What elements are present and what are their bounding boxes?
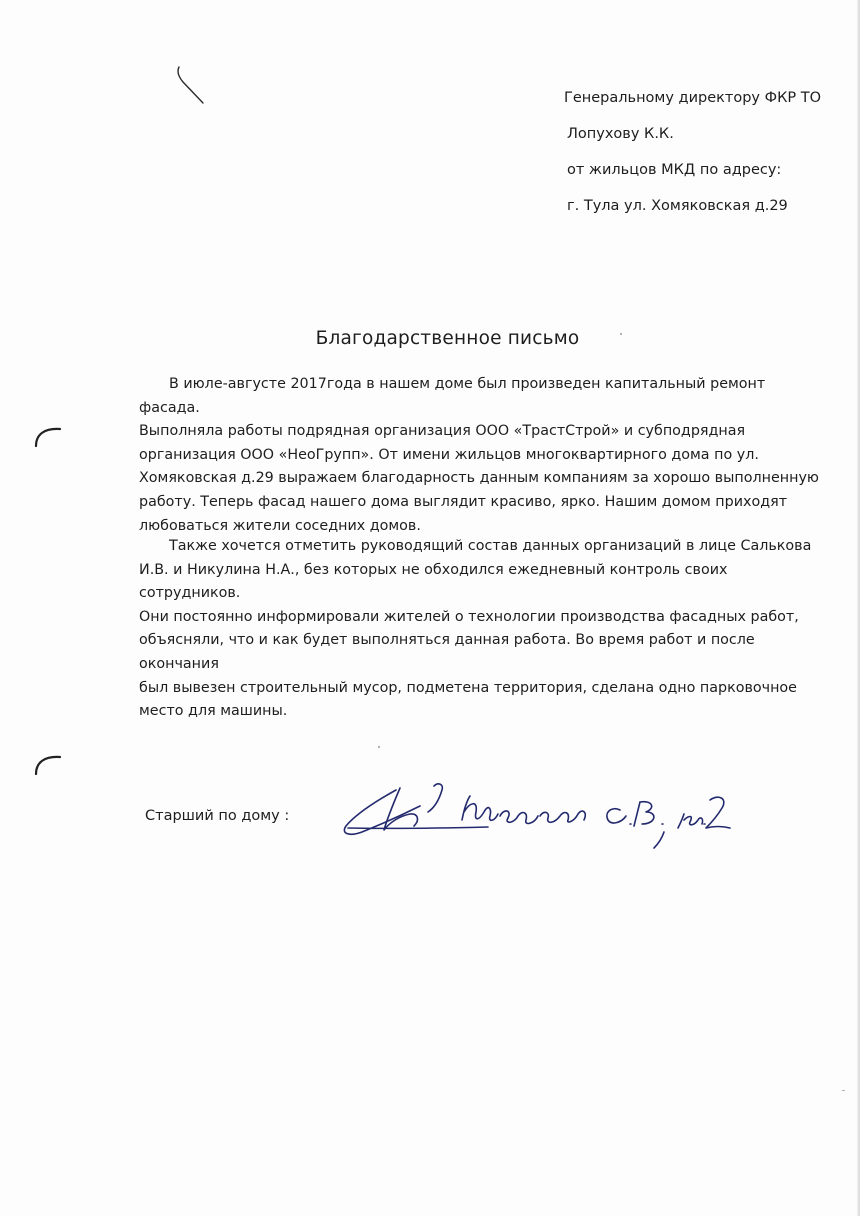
paragraph-text: Также хочется отметить руководящий состав данных организаций в лице Салькова И.В. и Никулина Н.А., без которых не обходился ежедневный контроль своих сотрудников. Они постоянно информировали жителей о технологии производства фасадных работ, объясняли, что и как будет выполняться данная работа. Во время работ и после окончания был вывезен строительный мусор, подметена территория, сделана одно парковочное место для машины. — [139, 538, 812, 720]
addressee-block — [565, 80, 855, 224]
addressee-name: Лопухову К.К. — [567, 126, 674, 142]
signature-label: Старший по дому : — [145, 808, 290, 824]
paragraph-text: В июле-августе 2017года в нашем доме был произведен капитальный ремонт фасада. Выполняла работы подрядная организация ООО «ТрастСтрой» и субподрядная организация ООО «НеоГрупп». От имени жильцов многоквартирного дома по ул. Хомяковская д.29 выражаем благодарность данным компаниям за хорошо выполненную работу. Теперь фасад нашего дома выглядит красиво, ярко. Нашим домом приходят любоваться жители соседних домов. — [139, 376, 819, 534]
addressee-position: Генеральному директору ФКР ТО — [564, 90, 821, 106]
document-title: Благодарственное письмо — [315, 328, 580, 349]
sender-line: от жильцов МКД по адресу: — [567, 162, 782, 178]
body-paragraph-2 — [139, 535, 829, 724]
body-paragraph-1 — [139, 373, 829, 538]
handwritten-signature — [338, 772, 738, 852]
paper-speck — [842, 1090, 845, 1091]
punch-hole-top — [33, 424, 63, 450]
pen-mark-icon — [170, 62, 220, 112]
paper-speck — [378, 746, 380, 748]
punch-hole-bottom — [33, 752, 63, 778]
sender-address: г. Тула ул. Хомяковская д.29 — [567, 198, 788, 214]
